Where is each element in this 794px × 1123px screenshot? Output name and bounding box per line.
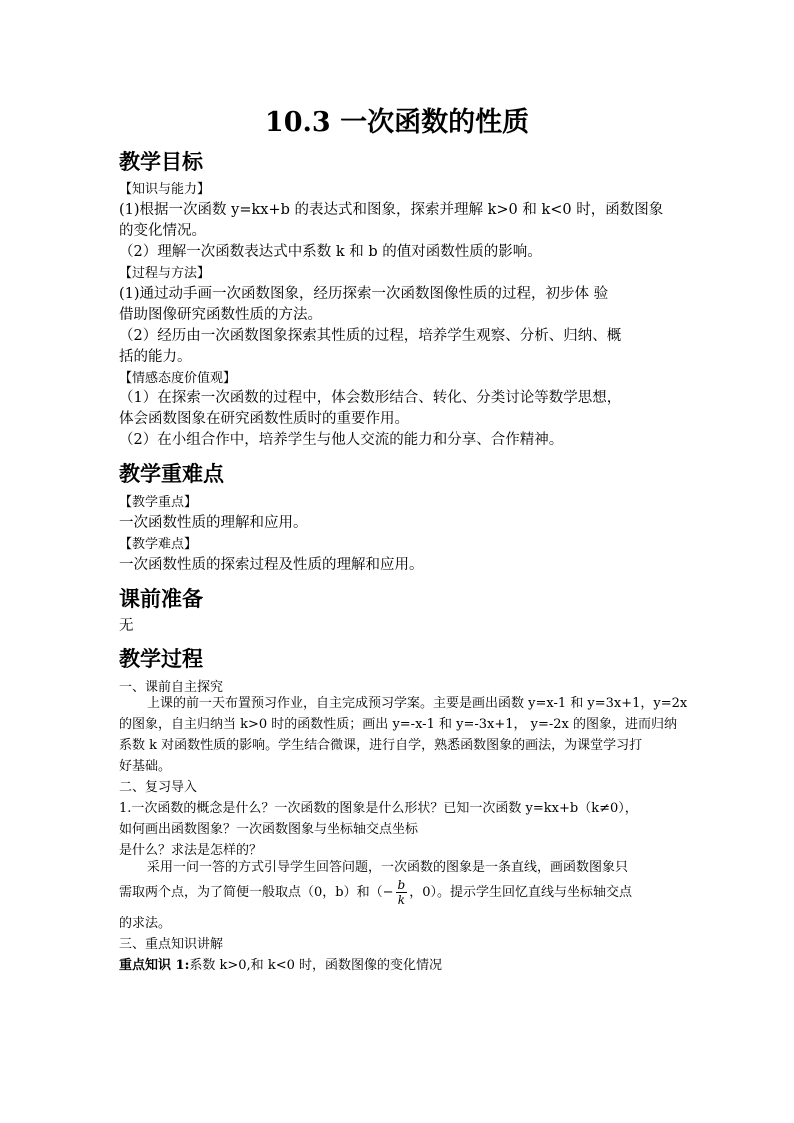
key-points-heading: 教学重难点 [119,461,224,486]
knowledge-label: 【知识与能力】 [119,182,211,197]
emotion-item-1a: （1）在探索一次函数的过程中，体会数形结合、转化、分类讨论等数学思想， [119,390,622,406]
focus-text: 一次函数性质的理解和应用。 [119,515,308,531]
difficulty-label: 【教学难点】 [119,537,198,552]
knowledge-item-2: （2）理解一次函数表达式中系数 k 和 b 的值对函数性质的影响。 [119,244,542,260]
part1-line-2: 的图象，自主归纳当 k>0 时的函数性质；画出 y=-x-1 和 y=-3x+1， y=-2x 的图象，进而归纳 [119,717,677,732]
part2-para-2 [119,874,679,912]
process-item-2b: 括的能力。 [119,349,192,365]
fraction-sign: − [382,885,394,900]
part2-label: 二、复习导入 [119,780,198,795]
process-item-2a: （2）经历由一次函数图象探索其性质的过程，培养学生观察、分析、归纳、概 [119,328,622,344]
part2-line-3: 是什么？求法是怎样的？ [119,843,263,858]
part2-line-2: 如何画出函数图象？一次函数图象与坐标轴交点坐标 [119,822,419,837]
process-label: 【过程与方法】 [119,266,211,281]
part3-bold: 重点知识 1: [119,958,190,973]
part3-text: 系数 k>0,和 k<0 时，函数图像的变化情况 [189,958,442,973]
focus-label: 【教学重点】 [119,495,198,510]
process-heading: 教学过程 [119,646,203,671]
part2-para-3: 的求法。 [119,916,172,931]
page-title: 10.3 一次函数的性质 [264,107,530,138]
prep-heading: 课前准备 [119,586,203,611]
part2-para-2-pre: 需取两个点，为了简便一般取点（0，b）和（ [119,885,383,900]
emotion-item-1b: 体会函数图象在研究函数性质时的重要作用。 [119,411,409,427]
part3-label: 三、重点知识讲解 [119,937,224,952]
fraction-numerator: b [397,878,406,892]
emotion-item-2: （2）在小组合作中，培养学生与他人交流的能力和分享、合作精神。 [119,432,564,448]
part1-line-1: 上课的前一天布置预习作业，自主完成预习学案。主要是画出函数 y=x-1 和 y=3x+1，y=2x [147,696,688,711]
emotion-label: 【情感态度价值观】 [119,371,237,386]
difficulty-text: 一次函数性质的探索过程及性质的理解和应用。 [119,557,424,573]
fraction-denominator: k [397,893,405,907]
fraction-b-over-k [396,878,408,907]
process-item-1b: 借助图像研究函数性质的方法。 [119,307,322,323]
part2-para-1: 采用一问一答的方式引导学生回答问题，一次函数的图象是一条直线，画函数图象只 [147,860,629,875]
part2-para-2-post: ，0）。提示学生回忆直线与坐标轴交点 [409,885,632,900]
knowledge-item-1a: (1)根据一次函数 y=kx+b 的表达式和图象，探索并理解 k>0 和 k<0 时，函数图象 [119,202,664,218]
part1-label: 一、课前自主探究 [119,680,224,695]
goals-heading: 教学目标 [119,149,203,174]
part1-line-4: 好基础。 [119,759,172,774]
knowledge-item-1b: 的变化情况。 [119,223,206,239]
process-item-1a: (1)通过动手画一次函数图象，经历探索一次函数图像性质的过程，初步体 验 [119,286,609,302]
part3-line [119,955,679,976]
part1-line-3: 系数 k 对函数性质的影响。学生结合微课，进行自学，熟悉函数图象的画法，为课堂学习打 [119,738,643,753]
prep-text: 无 [119,618,134,634]
part2-line-1: 1.一次函数的概念是什么？一次函数的图象是什么形状？已知一次函数 y=kx+b（k≠0）， [119,801,638,816]
